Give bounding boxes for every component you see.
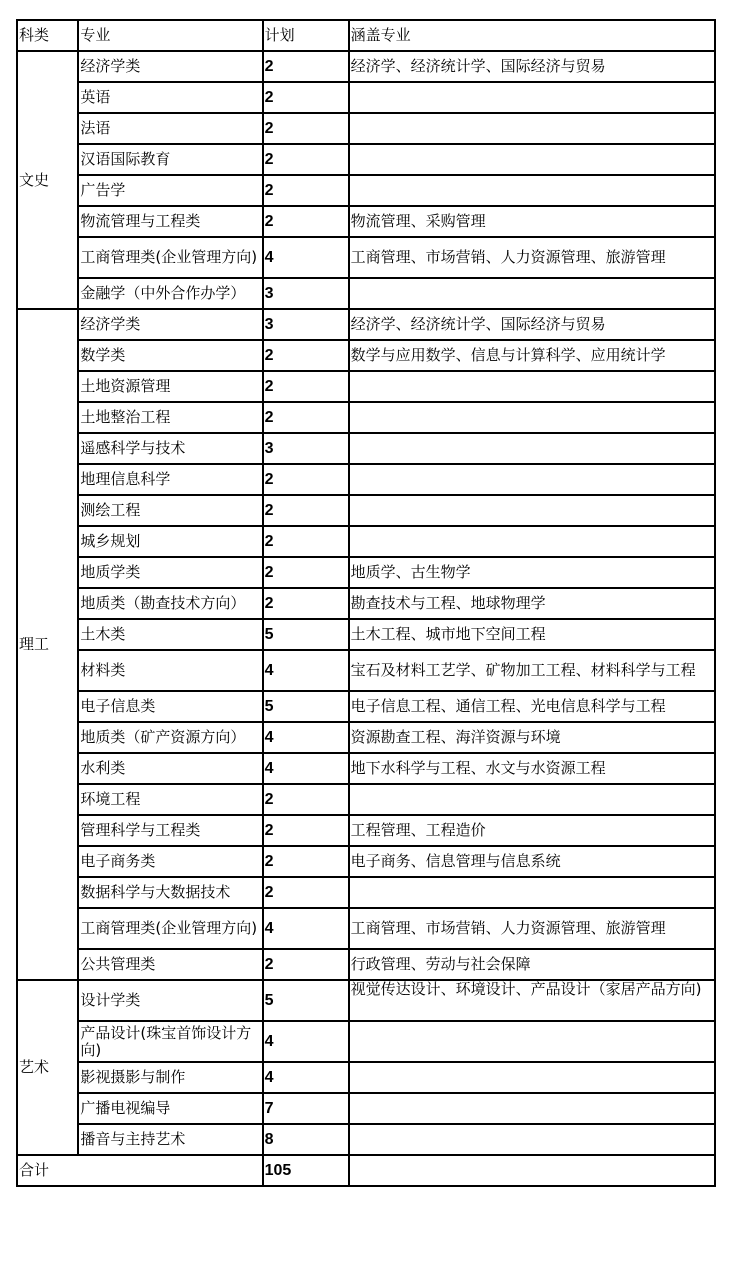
table-row [17, 1021, 715, 1062]
covers-cell [349, 526, 715, 557]
header-major: 专业 [78, 20, 262, 51]
table-row [17, 340, 715, 371]
covers-cell [349, 433, 715, 464]
table-row [17, 144, 715, 175]
header-row [17, 20, 715, 51]
major-cell: 地理信息科学 [78, 464, 262, 495]
table-row [17, 1062, 715, 1093]
covers-cell [349, 1021, 715, 1062]
major-cell: 播音与主持艺术 [78, 1124, 262, 1155]
major-cell: 数据科学与大数据技术 [78, 877, 262, 908]
table-row [17, 402, 715, 433]
enrollment-plan-table [16, 19, 716, 1187]
covers-cell: 电子商务、信息管理与信息系统 [349, 846, 715, 877]
table-row [17, 237, 715, 278]
covers-cell [349, 1124, 715, 1155]
plan-cell: 4 [263, 908, 349, 949]
plan-cell: 2 [263, 206, 349, 237]
table-row [17, 557, 715, 588]
covers-cell: 物流管理、采购管理 [349, 206, 715, 237]
category-cell: 理工 [17, 309, 78, 980]
table-row [17, 619, 715, 650]
covers-cell: 勘查技术与工程、地球物理学 [349, 588, 715, 619]
covers-cell [349, 784, 715, 815]
plan-cell: 4 [263, 753, 349, 784]
covers-cell: 工商管理、市场营销、人力资源管理、旅游管理 [349, 237, 715, 278]
table-row [17, 113, 715, 144]
table-row [17, 206, 715, 237]
major-cell: 土木类 [78, 619, 262, 650]
covers-cell: 数学与应用数学、信息与计算科学、应用统计学 [349, 340, 715, 371]
plan-cell: 5 [263, 980, 349, 1021]
plan-cell: 4 [263, 1021, 349, 1062]
covers-cell: 土木工程、城市地下空间工程 [349, 619, 715, 650]
covers-cell: 电子信息工程、通信工程、光电信息科学与工程 [349, 691, 715, 722]
major-cell: 测绘工程 [78, 495, 262, 526]
covers-cell: 视觉传达设计、环境设计、产品设计（家居产品方向) [349, 980, 715, 1021]
plan-cell: 2 [263, 526, 349, 557]
covers-cell: 工程管理、工程造价 [349, 815, 715, 846]
plan-cell: 2 [263, 495, 349, 526]
table-row [17, 815, 715, 846]
plan-cell: 2 [263, 175, 349, 206]
table-row [17, 650, 715, 691]
header-covers: 涵盖专业 [349, 20, 715, 51]
covers-cell: 宝石及材料工艺学、矿物加工工程、材料科学与工程 [349, 650, 715, 691]
plan-cell: 2 [263, 144, 349, 175]
major-cell: 工商管理类(企业管理方向) [78, 237, 262, 278]
major-cell: 影视摄影与制作 [78, 1062, 262, 1093]
table-row [17, 278, 715, 309]
plan-cell: 2 [263, 877, 349, 908]
plan-cell: 8 [263, 1124, 349, 1155]
covers-cell [349, 82, 715, 113]
table-row [17, 949, 715, 980]
table-row [17, 495, 715, 526]
covers-cell [349, 495, 715, 526]
major-cell: 金融学（中外合作办学） [78, 278, 262, 309]
major-cell: 数学类 [78, 340, 262, 371]
plan-cell: 2 [263, 557, 349, 588]
major-cell: 法语 [78, 113, 262, 144]
major-cell: 物流管理与工程类 [78, 206, 262, 237]
covers-cell [349, 1062, 715, 1093]
covers-cell [349, 175, 715, 206]
plan-cell: 3 [263, 433, 349, 464]
header-plan: 计划 [263, 20, 349, 51]
major-cell: 土地整治工程 [78, 402, 262, 433]
major-cell: 工商管理类(企业管理方向) [78, 908, 262, 949]
table-row [17, 82, 715, 113]
total-label: 合计 [17, 1155, 263, 1186]
plan-cell: 5 [263, 619, 349, 650]
covers-cell: 地质学、古生物学 [349, 557, 715, 588]
major-cell: 公共管理类 [78, 949, 262, 980]
covers-cell [349, 877, 715, 908]
major-cell: 经济学类 [78, 51, 262, 82]
covers-cell [349, 1093, 715, 1124]
total-row [17, 1155, 715, 1186]
table-row [17, 722, 715, 753]
major-cell: 经济学类 [78, 309, 262, 340]
table-row [17, 908, 715, 949]
covers-cell: 经济学、经济统计学、国际经济与贸易 [349, 51, 715, 82]
plan-cell: 3 [263, 278, 349, 309]
plan-cell: 2 [263, 371, 349, 402]
major-cell: 城乡规划 [78, 526, 262, 557]
plan-cell: 2 [263, 784, 349, 815]
plan-cell: 2 [263, 113, 349, 144]
covers-cell: 经济学、经济统计学、国际经济与贸易 [349, 309, 715, 340]
plan-cell: 2 [263, 340, 349, 371]
table-row [17, 433, 715, 464]
plan-cell: 2 [263, 82, 349, 113]
major-cell: 电子商务类 [78, 846, 262, 877]
plan-cell: 2 [263, 815, 349, 846]
table-row [17, 309, 715, 340]
covers-cell: 工商管理、市场营销、人力资源管理、旅游管理 [349, 908, 715, 949]
plan-cell: 4 [263, 650, 349, 691]
plan-cell: 7 [263, 1093, 349, 1124]
plan-cell: 2 [263, 464, 349, 495]
covers-cell [349, 464, 715, 495]
major-cell: 遥感科学与技术 [78, 433, 262, 464]
covers-cell [349, 371, 715, 402]
covers-cell: 行政管理、劳动与社会保障 [349, 949, 715, 980]
table-row [17, 691, 715, 722]
plan-cell: 2 [263, 51, 349, 82]
table-row [17, 526, 715, 557]
plan-cell: 4 [263, 1062, 349, 1093]
plan-cell: 2 [263, 846, 349, 877]
table-row [17, 371, 715, 402]
major-cell: 英语 [78, 82, 262, 113]
major-cell: 水利类 [78, 753, 262, 784]
covers-cell [349, 144, 715, 175]
category-cell: 艺术 [17, 980, 78, 1155]
major-cell: 环境工程 [78, 784, 262, 815]
covers-cell [349, 113, 715, 144]
covers-cell [349, 278, 715, 309]
major-cell: 地质学类 [78, 557, 262, 588]
table-row [17, 753, 715, 784]
plan-cell: 4 [263, 237, 349, 278]
table-row [17, 846, 715, 877]
major-cell: 设计学类 [78, 980, 262, 1021]
major-cell: 汉语国际教育 [78, 144, 262, 175]
category-cell: 文史 [17, 51, 78, 309]
table-row [17, 1093, 715, 1124]
header-category: 科类 [17, 20, 78, 51]
table-row [17, 51, 715, 82]
major-cell: 土地资源管理 [78, 371, 262, 402]
plan-cell: 2 [263, 588, 349, 619]
table-row [17, 464, 715, 495]
major-cell: 电子信息类 [78, 691, 262, 722]
major-cell: 管理科学与工程类 [78, 815, 262, 846]
major-cell: 广告学 [78, 175, 262, 206]
major-cell: 地质类（勘查技术方向） [78, 588, 262, 619]
table-row [17, 877, 715, 908]
covers-cell: 地下水科学与工程、水文与水资源工程 [349, 753, 715, 784]
plan-cell: 5 [263, 691, 349, 722]
major-cell: 材料类 [78, 650, 262, 691]
plan-cell: 4 [263, 722, 349, 753]
table-row [17, 784, 715, 815]
covers-cell [349, 402, 715, 433]
plan-cell: 2 [263, 949, 349, 980]
plan-cell: 3 [263, 309, 349, 340]
major-cell: 产品设计(珠宝首饰设计方向) [78, 1021, 262, 1062]
table-row [17, 1124, 715, 1155]
major-cell: 地质类（矿产资源方向） [78, 722, 262, 753]
plan-cell: 2 [263, 402, 349, 433]
table-row [17, 175, 715, 206]
total-covers [349, 1155, 715, 1186]
covers-cell: 资源勘查工程、海洋资源与环境 [349, 722, 715, 753]
major-cell: 广播电视编导 [78, 1093, 262, 1124]
table-row [17, 980, 715, 1021]
total-plan: 105 [263, 1155, 349, 1186]
table-row [17, 588, 715, 619]
